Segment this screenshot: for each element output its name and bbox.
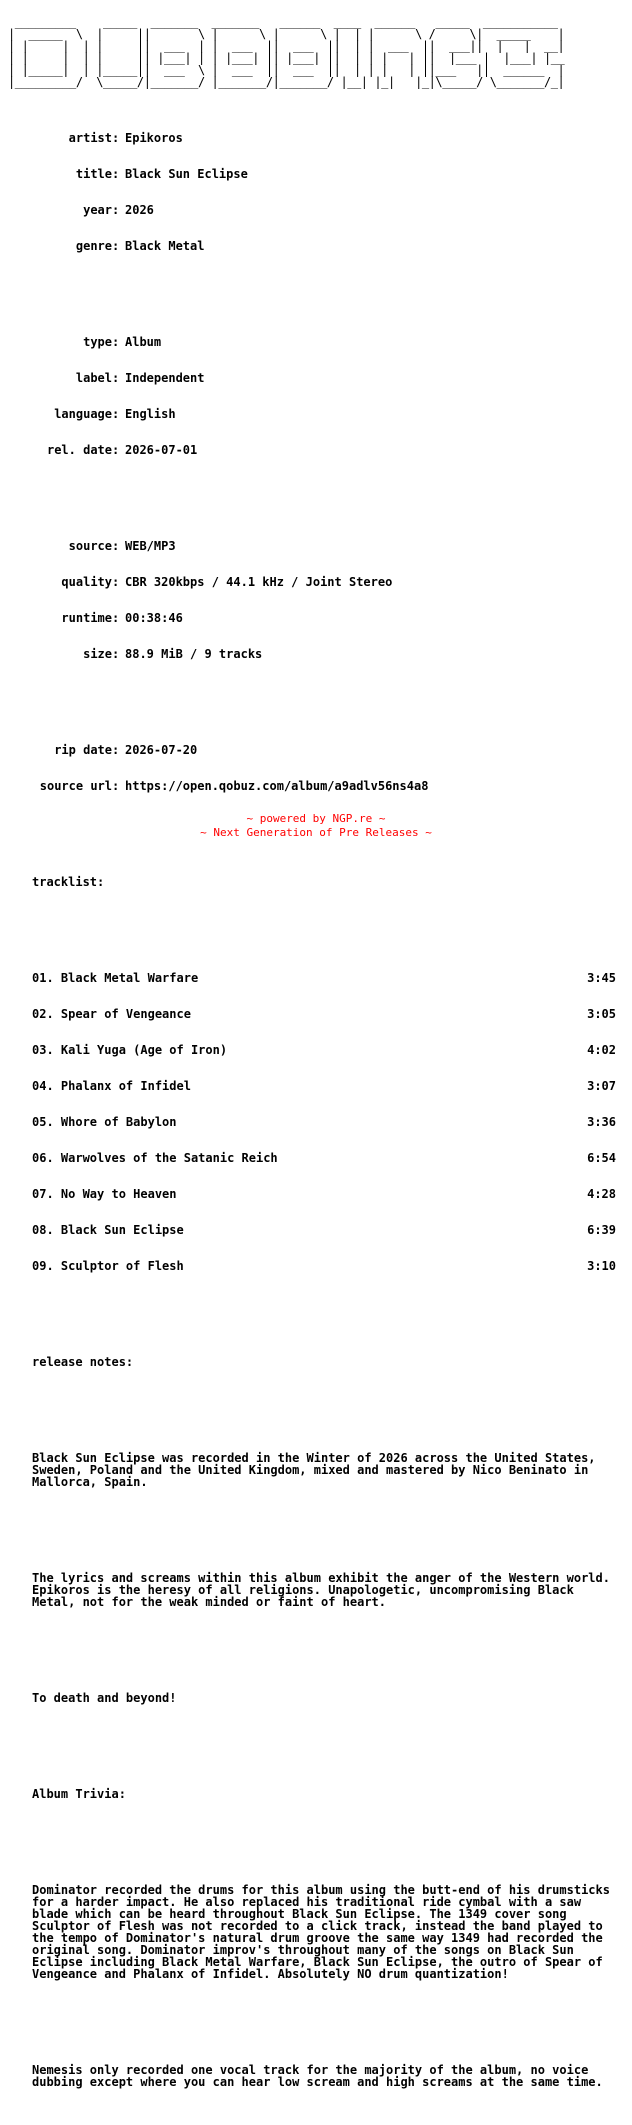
field-colon: : (112, 779, 120, 793)
field-value: Independent (125, 371, 205, 385)
field-row (8, 240, 624, 252)
field-row (8, 408, 624, 420)
field-colon: : (112, 167, 120, 181)
field-key: genre (75, 239, 112, 253)
field-row (8, 168, 624, 180)
track-title: 06. Warwolves of the Satanic Reich (32, 1151, 278, 1165)
field-value: Epikoros (125, 131, 183, 145)
track-duration: 3:07 (587, 1079, 616, 1093)
field-colon: : (112, 203, 120, 217)
tracklist-heading: tracklist: (32, 875, 105, 889)
field-key: label (75, 371, 112, 385)
blank-line (8, 1644, 624, 1656)
field-row (8, 612, 624, 624)
track-row (8, 1152, 616, 1164)
field-colon: : (112, 131, 120, 145)
field-colon: : (112, 647, 120, 661)
field-value: 00:38:46 (125, 611, 183, 625)
field-key: type (83, 335, 112, 349)
nfo-body (8, 96, 624, 2124)
ascii-logo-line: | _____ \ | || \ | \ | \ | | | \ / \| _____ | (8, 27, 565, 41)
field-colon: : (112, 443, 120, 457)
ascii-logo-line: |_________/ \_____/|_______/ |_______/|_______/ |__| |_| |_|\_____/ \_______/_| (8, 75, 565, 89)
ascii-logo (8, 16, 624, 88)
field-colon: : (112, 371, 120, 385)
field-colon: : (112, 539, 120, 553)
blank-line (8, 1524, 624, 1536)
field-row (8, 204, 624, 216)
notes-paragraph: To death and beyond! (32, 1691, 177, 1705)
track-row (8, 972, 616, 984)
field-key: title (75, 167, 112, 181)
track-row (8, 1116, 616, 1128)
track-row (8, 1008, 616, 1020)
field-row (8, 372, 624, 384)
nfo-document (8, 16, 624, 2124)
track-duration: 4:02 (587, 1043, 616, 1057)
field-key: runtime (61, 611, 112, 625)
trivia-heading: Album Trivia: (32, 1787, 126, 1801)
ascii-logo-line: | | | | | || |___| | | |___| || |___| || | | | | || |___ | |___| |__ (8, 51, 572, 65)
ascii-logo-line: _________ _____ _______ _______ ______ ____ ______ _____ ___________ (8, 15, 565, 29)
field-key: size (83, 647, 112, 661)
blank-line (8, 1404, 624, 1416)
field-colon: : (112, 239, 120, 253)
field-row (8, 336, 624, 348)
field-value: CBR 320kbps / 44.1 kHz / Joint Stereo (125, 575, 393, 589)
field-colon: : (112, 743, 120, 757)
release-notes-heading: release notes: (32, 1355, 134, 1369)
field-value: Black Sun Eclipse (125, 167, 248, 181)
track-duration: 6:54 (587, 1151, 616, 1165)
field-colon: : (112, 611, 120, 625)
blank-line (8, 696, 624, 708)
ascii-logo-line: | | | | | || ___ | | ___ || ___ || | | ___ || ___|| | | __| (8, 39, 565, 53)
track-title: 01. Black Metal Warfare (32, 971, 199, 985)
field-value: WEB/MP3 (125, 539, 176, 553)
field-row (8, 576, 624, 588)
footer-powered-by: ~ powered by NGP.re ~ (246, 812, 386, 825)
field-colon: : (112, 335, 120, 349)
field-key: language (54, 407, 112, 421)
track-title: 05. Whore of Babylon (32, 1115, 177, 1129)
track-row (8, 1044, 616, 1056)
field-value: 2026-07-20 (125, 743, 198, 757)
blank-line (8, 1836, 624, 1848)
blank-line (8, 492, 624, 504)
blank-line (8, 924, 624, 936)
blank-line (8, 288, 624, 300)
field-value: English (125, 407, 176, 421)
notes-paragraph: Dominator recorded the drums for this album using the butt-end of his drumsticks for a harder impact. He also replaced his traditional ride cymbal with a saw blade which can be heard throughout Black Sun Eclipse. The 1349 cover song Sculptor of Flesh was not recorded to a click track, instead the band played to the tempo of Dominator's natural drum groove the same way 1349 had recorded the original song. Dominator improv's throughout many of the songs on Black Sun Eclipse including Black Metal Warfare, Black Sun Eclipse, the outro of Spear of Vengeance and Phalanx of Infidel. Absolutely NO drum quantization! (32, 1883, 610, 1981)
field-value: 2026 (125, 203, 154, 217)
track-duration: 3:36 (587, 1115, 616, 1129)
source-url: https://open.qobuz.com/album/a9adlv56ns4a8 (125, 779, 429, 793)
track-title: 07. No Way to Heaven (32, 1187, 177, 1201)
track-title: 08. Black Sun Eclipse (32, 1223, 184, 1237)
field-row (8, 648, 624, 660)
field-colon: : (112, 407, 120, 421)
field-key: quality (61, 575, 112, 589)
track-duration: 3:10 (587, 1259, 616, 1273)
footer-tagline: ~ Next Generation of Pre Releases ~ (200, 826, 432, 839)
track-row (8, 1224, 616, 1236)
field-key: rel. date (46, 443, 112, 457)
field-colon: : (112, 575, 120, 589)
track-title: 04. Phalanx of Infidel (32, 1079, 191, 1093)
track-row (8, 1260, 616, 1272)
track-duration: 6:39 (587, 1223, 616, 1237)
track-duration: 3:05 (587, 1007, 616, 1021)
field-key: artist (68, 131, 112, 145)
blank-line (8, 1740, 624, 1752)
track-title: 09. Sculptor of Flesh (32, 1259, 184, 1273)
notes-paragraph: Black Sun Eclipse was recorded in the Winter of 2026 across the United States, Sweden, Poland and the United Kingdom, mixed and mastered by Nico Beninato in Mallorca, Spain. (32, 1451, 596, 1489)
track-duration: 4:28 (587, 1187, 616, 1201)
field-row (8, 780, 624, 792)
track-title: 03. Kali Yuga (Age of Iron) (32, 1043, 228, 1057)
field-value: 2026-07-01 (125, 443, 198, 457)
blank-line (8, 2016, 624, 2028)
field-key: source url (39, 779, 112, 793)
field-value: Black Metal (125, 239, 205, 253)
track-title: 02. Spear of Vengeance (32, 1007, 191, 1021)
notes-paragraph: Nemesis only recorded one vocal track for the majority of the album, no voice dubbing except where you can hear low scream and high screams at the same time. (32, 2063, 603, 2089)
field-row (8, 132, 624, 144)
track-row (8, 1080, 616, 1092)
field-value: 88.9 MiB / 9 tracks (125, 647, 263, 661)
notes-paragraph: The lyrics and screams within this album exhibit the anger of the Western world. Epikoros is the heresy of all religions. Unapologetic, uncompromising Black Metal, not for the weak minded or faint of heart. (32, 1571, 610, 1609)
field-key: year (83, 203, 112, 217)
track-duration: 3:45 (587, 971, 616, 985)
field-row (8, 540, 624, 552)
field-row (8, 744, 624, 756)
track-row (8, 1188, 616, 1200)
field-value: Album (125, 335, 162, 349)
blank-line (8, 1308, 624, 1320)
field-key: source (68, 539, 112, 553)
ascii-logo-line: | |_____| | |_____|| ___ \ | ___ || ___ || | | | | ||___ || ______ | (8, 63, 565, 77)
field-row (8, 444, 624, 456)
field-key: rip date (54, 743, 112, 757)
